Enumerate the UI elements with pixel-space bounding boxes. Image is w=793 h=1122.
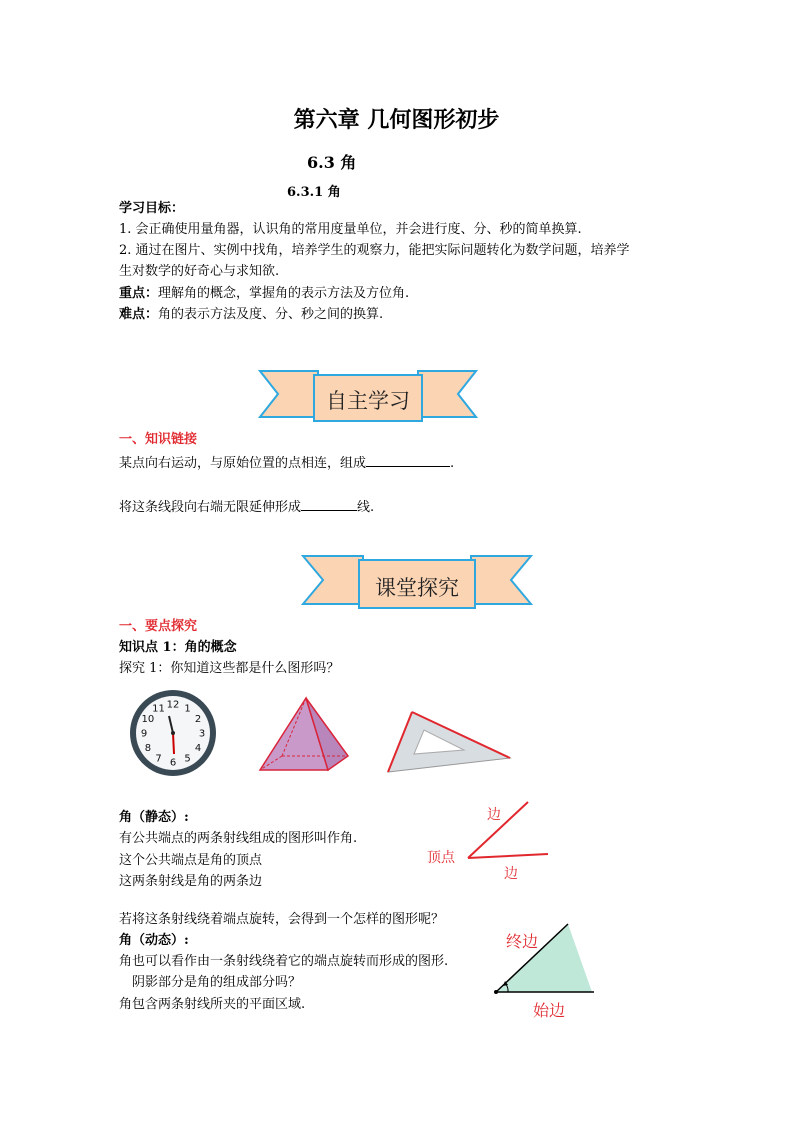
answer-blank-1[interactable] [366,452,450,467]
difficult-point-label: 难点： [119,307,159,322]
clock-numeral: 3 [198,728,206,740]
static-angle-line2: 这个公共端点是角的顶点 [119,853,263,868]
static-vertex-label: 顶点 [427,850,455,866]
clock-numeral: 12 [166,699,180,711]
clock-numeral: 5 [184,753,191,765]
difficult-point [119,305,383,325]
clock-numeral: 11 [152,703,165,715]
q2-text: 将这条线段向右端无限延伸形成 [119,500,302,515]
knowledge-link-q2 [119,496,374,518]
initial-side-label: 始边 [533,1001,566,1020]
q1-end: . [450,456,455,471]
banner-class-explore [301,552,533,612]
pyramid-image [256,694,352,776]
clock-numeral: 10 [141,714,155,725]
set-square-image [384,710,514,774]
objective-2-line2: 生对数学的好奇心与求知欲. [119,264,280,279]
difficult-point-text: 角的表示方法及度、分、秒之间的换算. [158,307,384,322]
knowledge-point-1: 知识点 1：角的概念 [119,640,237,655]
objective-2-line1: 2. 通过在图片、实例中找角，培养学生的观察力，能把实际问题转化为数学问题，培养学 [119,243,630,258]
objectives-heading: 学习目标： [119,201,185,216]
explore-question-1: 探究 1：你知道这些都是什么图形吗？ [119,661,340,676]
dynamic-angle-line1: 角也可以看作由一条射线绕着它的端点旋转而形成的图形. [119,954,449,969]
knowledge-link-heading: 一、知识链接 [119,432,198,447]
q1-text: 某点向右运动，与原始位置的点相连，组成 [119,456,367,471]
static-angle-line3: 这两条射线是角的两条边 [119,874,263,889]
clock-numeral: 7 [155,753,162,765]
key-point-text: 理解角的概念，掌握角的表示方法及方位角. [158,286,410,301]
clock-numeral: 4 [194,743,202,754]
banner-self-study-text: 自主学习 [326,389,410,413]
clock-numeral: 6 [169,757,177,769]
chapter-title: 第六章 几何图形初步 [293,108,500,133]
q2-end: 线. [357,500,375,515]
key-point [119,284,409,304]
explore-heading: 一、要点探究 [119,619,198,634]
answer-blank-2[interactable] [301,496,357,511]
objective-1: 1. 会正确使用量角器，认识角的常用度量单位，并会进行度、分、秒的简单换算. [119,222,582,237]
static-side-bottom-label: 边 [504,866,518,882]
terminal-side-label: 终边 [506,932,539,951]
static-side-top-label: 边 [487,807,501,823]
dynamic-angle-line3: 角包含两条射线所夹的平面区域. [119,997,306,1012]
dynamic-angle-line2: 阴影部分是角的组成部分吗？ [132,975,302,990]
banner-self-study [258,365,478,425]
clock-numeral: 9 [140,728,148,740]
static-angle-line1: 有公共端点的两条射线组成的图形叫作角. [119,831,358,846]
banner-class-explore-text: 课堂探究 [375,576,459,600]
vertex-point [494,990,498,994]
dynamic-question: 若将这条射线绕着端点旋转，会得到一个怎样的图形呢？ [119,912,445,927]
clock-numeral: 8 [144,743,152,754]
key-point-label: 重点： [119,286,159,301]
static-angle-diagram [464,800,556,862]
knowledge-link-q1 [119,452,454,474]
clock-numeral: 1 [184,703,191,715]
clock-image [128,688,218,778]
static-angle-heading: 角（静态）: [119,810,189,825]
clock-minute-hand [173,733,174,754]
section-title: 6.3 角 [307,153,357,172]
clock-numeral: 2 [194,714,202,725]
subsection-title: 6.3.1 角 [287,185,341,200]
dynamic-angle-heading: 角（动态）: [119,933,189,948]
